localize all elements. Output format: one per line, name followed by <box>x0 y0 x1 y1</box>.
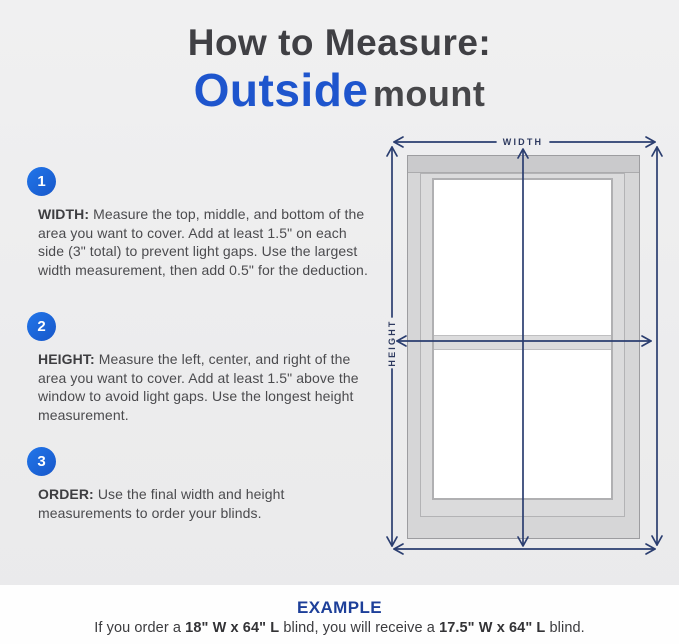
window-meeting-rail <box>434 335 611 350</box>
step-2-text <box>38 350 376 424</box>
right-arrow-bottom-head <box>652 536 662 545</box>
height-dimension-label: HEIGHT <box>387 319 397 367</box>
step-1-body: Measure the top, middle, and bottom of the area you want to cover. Add at least 1.5" on each side (3" total) to prevent light gaps. Use the largest width measurement, then add 0.5" for the deduction. <box>38 206 368 278</box>
step-1 <box>27 167 379 279</box>
window-sash-panes <box>432 178 613 500</box>
middle-arrow-right-head <box>642 336 651 346</box>
step-2 <box>27 312 379 424</box>
bottom-arrow-right-head <box>646 544 655 554</box>
step-1-label: WIDTH: <box>38 206 90 222</box>
example-sentence <box>0 620 679 636</box>
width-dimension-label: WIDTH <box>502 137 544 147</box>
height-arrow-top-head <box>387 147 397 156</box>
step-1-text <box>38 205 376 279</box>
step-3-label: ORDER: <box>38 486 94 502</box>
step-2-body: Measure the left, center, and right of the area you want to cover. Add at least 1.5" above the window to avoid light gaps. Use the longest height measurement. <box>38 351 359 423</box>
title-line2 <box>0 65 679 127</box>
step-2-label: HEIGHT: <box>38 351 95 367</box>
title-highlight-outside: Outside <box>193 64 369 116</box>
window-opening <box>420 173 625 517</box>
example-received-size: 17.5" W x 64" L <box>439 620 546 636</box>
example-footer <box>0 585 679 644</box>
step-2-number-badge: 2 <box>27 312 56 341</box>
title-suffix-mount: mount <box>372 73 486 114</box>
page-title <box>0 22 679 127</box>
step-3 <box>27 447 379 522</box>
step-3-text <box>38 485 376 522</box>
width-arrow-right-head <box>646 137 655 147</box>
example-heading: EXAMPLE <box>297 598 382 617</box>
window-head-casing <box>408 156 639 173</box>
step-3-body: Use the final width and height measurements to order your blinds. <box>38 486 285 521</box>
title-line1: How to Measure: <box>187 22 492 63</box>
height-arrow-bottom-head <box>387 537 397 546</box>
middle-arrow-left-head <box>397 336 406 346</box>
right-arrow-top-head <box>652 147 662 156</box>
width-arrow-left-head <box>394 137 403 147</box>
example-mid: blind, you will receive a <box>279 620 440 636</box>
example-prefix: If you order a <box>94 620 186 636</box>
example-suffix: blind. <box>545 620 585 636</box>
example-ordered-size: 18" W x 64" L <box>185 620 280 636</box>
step-3-number-badge: 3 <box>27 447 56 476</box>
step-1-number-badge: 1 <box>27 167 56 196</box>
bottom-arrow-left-head <box>394 544 403 554</box>
window-frame <box>407 155 640 539</box>
